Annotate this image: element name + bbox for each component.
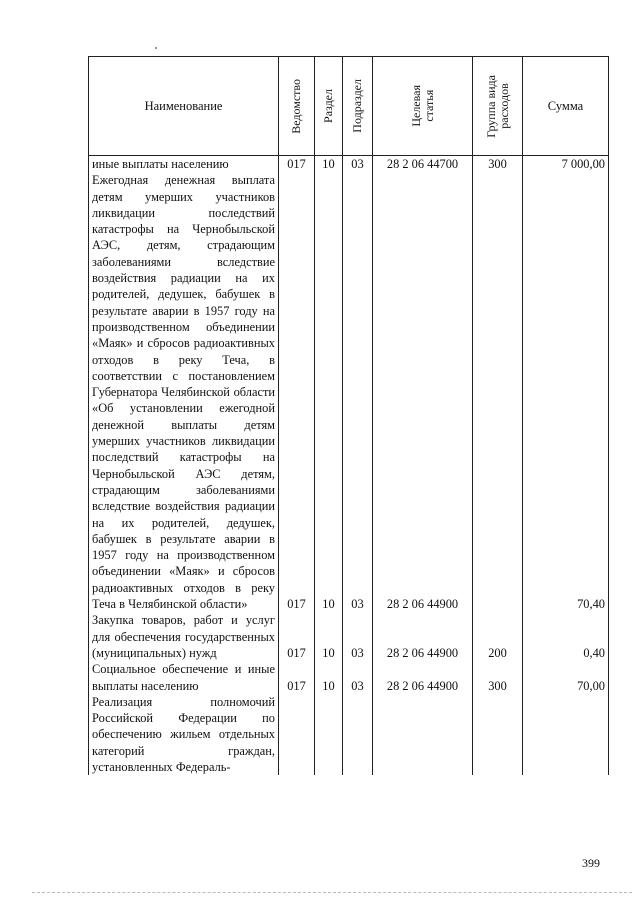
table-row [89,172,609,612]
row-section: 10 [315,156,343,173]
scan-edge-line [32,892,632,893]
table-row [89,661,609,694]
row-target: 28 2 06 44900 [373,661,473,694]
row-sum: 0,40 [523,612,609,661]
header-dept: Ведомство [279,57,315,156]
header-group: Группа вида расходов [473,57,523,156]
row-sum: 70,40 [523,172,609,612]
row-target: 28 2 06 44700 [373,156,473,173]
row-section: 10 [315,661,343,694]
row-name: Социальное обеспечение и иные выплаты населению [89,661,279,694]
row-subsection [343,694,373,775]
row-sum [523,694,609,775]
row-name: Реализация полномочий Российской Федерации по обеспечению жильем отдельных категорий граждан, установленных Федераль- [89,694,279,775]
row-section: 10 [315,612,343,661]
header-sum: Сумма [523,57,609,156]
table-row [89,612,609,661]
table-header-row [89,57,609,156]
row-dept: 017 [279,172,315,612]
row-group: 200 [473,612,523,661]
row-target: 28 2 06 44900 [373,172,473,612]
row-dept: 017 [279,661,315,694]
row-name: иные выплаты населению [89,156,279,173]
budget-table [88,56,609,775]
row-target: 28 2 06 44900 [373,612,473,661]
row-sum: 70,00 [523,661,609,694]
row-subsection: 03 [343,661,373,694]
table-row [89,156,609,173]
row-dept: 017 [279,156,315,173]
header-subsection: Подраздел [343,57,373,156]
row-dept: 017 [279,612,315,661]
row-section: 10 [315,172,343,612]
row-name: Ежегодная денежная выплата детям умерших участников ликвидации последствий катастрофы на Чернобыльской АЭС, детям, страдающим заболеваниями вследствие воздействия радиации на их родителей, дедушек, бабушек в результате аварии в 1957 году на производственном объединении «Маяк» и сбросов радиоактивных отходов в реку Теча, в соответствии с постановлением Губернатора Челябинской области «Об установлении ежегодной денежной выплаты детям умерших участников ликвидации последствий катастрофы на Чернобыльской АЭС детям, страдающим заболеваниями вследствие воздействия радиации на их родителей, дедушек, бабушек в результате аварии в 1957 году на производственном объединении «Маяк» и сбросов радиоактивных отходов в реку Теча в Челябинской области» [89,172,279,612]
header-name: Наименование [89,57,279,156]
row-subsection: 03 [343,612,373,661]
row-subsection: 03 [343,172,373,612]
row-group [473,172,523,612]
table-row [89,694,609,775]
page-number: 399 [582,856,600,870]
row-subsection: 03 [343,156,373,173]
row-dept [279,694,315,775]
row-sum: 7 000,00 [523,156,609,173]
row-group: 300 [473,661,523,694]
row-target [373,694,473,775]
scan-speck [155,47,157,49]
header-section: Раздел [315,57,343,156]
row-group: 300 [473,156,523,173]
row-section [315,694,343,775]
row-group [473,694,523,775]
header-target: Целевая статья [373,57,473,156]
row-name: Закупка товаров, работ и услуг для обеспечения государственных (муниципальных) нужд [89,612,279,661]
